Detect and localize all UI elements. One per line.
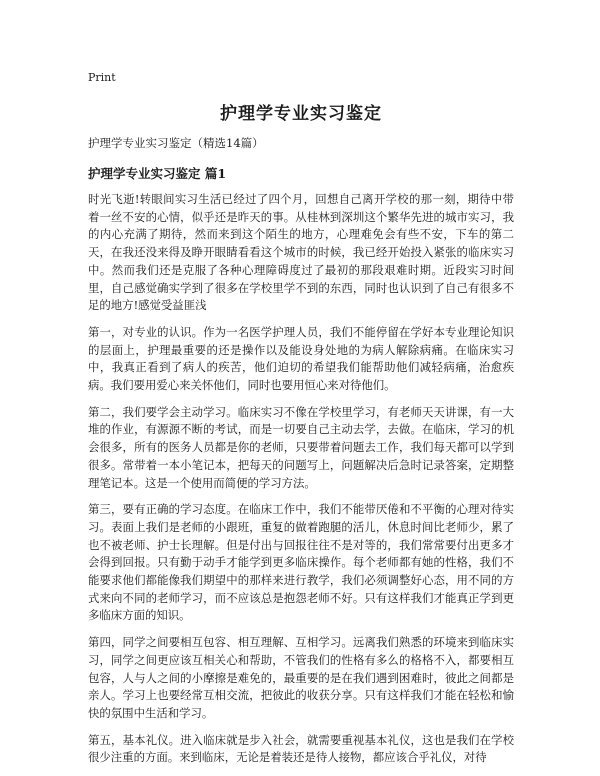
- paragraph-intro: 时光飞逝!转眼间实习生活已经过了四个月，回想自己离开学校的那一刻，期待中带着一丝不安的心情，似乎还是昨天的事。从桂林到深圳这个繁华先进的城市实习，我的内心充满了期待，然而来到这个陌生的地方，心理难免会有些不安，下车的第二天，在我还没来得及睁开眼睛看看这个城市的时候，我已经开始投入紧张的临床实习中。然而我们还是克服了各种心理障碍度过了最初的那段艰难时期。近段实习时间里，自己感觉确实学到了很多在学校里学不到的东西，同时也认识到了自己有很多不足的地方!感觉受益匪浅: [88, 192, 514, 313]
- paragraph-fourth-point: 第四，同学之间要相互包容、相互理解、互相学习。远离我们熟悉的环境来到临床实习，同学之间更应该互相关心和帮助，不管我们的性格有多么的格格不入，都要相互包容，人与人之间的小摩擦是难免的，最重要的是在我们遇到困难时，彼此之间都是亲人。学习上也要经常互相交流，把彼此的收获分享。只有这样我们才能在轻松和愉快的氛围中生活和学习。: [88, 635, 514, 720]
- print-link[interactable]: Print: [88, 71, 116, 84]
- document-subtitle: 护理学专业实习鉴定（精选14篇）: [88, 136, 264, 150]
- paragraph-first-point: 第一，对专业的认识。作为一名医学护理人员，我们不能停留在学好本专业理论知识的层面上，护理最重要的还是操作以及能设身处地的为病人解除病痛。在临床实习中，我真正看到了病人的疾苦，他们迫切的希望我们能帮助他们减轻病痛，治愈疾病。我们要用爱心来关怀他们，同时也要用恒心来对待他们。: [88, 324, 514, 393]
- paragraph-fifth-point: 第五，基本礼仪。进入临床就是步入社会，就需要重视基本礼仪，这也是我们在学校很少注重的方面。来到临床，无论是着装还是待人接物，都应该合乎礼仪，对待: [88, 732, 514, 765]
- paragraph-second-point: 第二，我们要学会主动学习。临床实习不像在学校里学习，有老师天天讲课，有一大堆的作业，有源源不断的考试，而是一切要自己主动去学，去做。在临床，学习的机会很多，所有的医务人员都是你的老师，只要带着问题去工作，我们每天都可以学到很多。常带着一本小笔记本，把每天的问题写上，问题解决后急时记录答案，定期整理笔记本。这是一个使用而简便的学习方法。: [88, 404, 514, 490]
- paragraph-third-point: 第三，要有正确的学习态度。在临床工作中，我们不能带厌倦和不平衡的心理对待实习。表面上我们是老师的小跟班，重复的做着跑腿的活儿，休息时间比老师少，累了也不被老师、护士长理解。但是付出与回报往往不是对等的，我们常常要付出更多才会得到回报。只有勤于动手才能学到更多临床操作。每个老师都有她的性格，我们不能要求他们都能像我们期望中的那样来进行教学，我们必须调整好心态，用不同的方式来向不同的老师学习，而不应该总是抱怨老师不好。只有这样我们才能真正学到更多临床方面的知识。: [88, 502, 514, 623]
- page-title: 护理学专业实习鉴定: [220, 104, 382, 124]
- section-heading: 护理学专业实习鉴定 篇1: [88, 166, 227, 181]
